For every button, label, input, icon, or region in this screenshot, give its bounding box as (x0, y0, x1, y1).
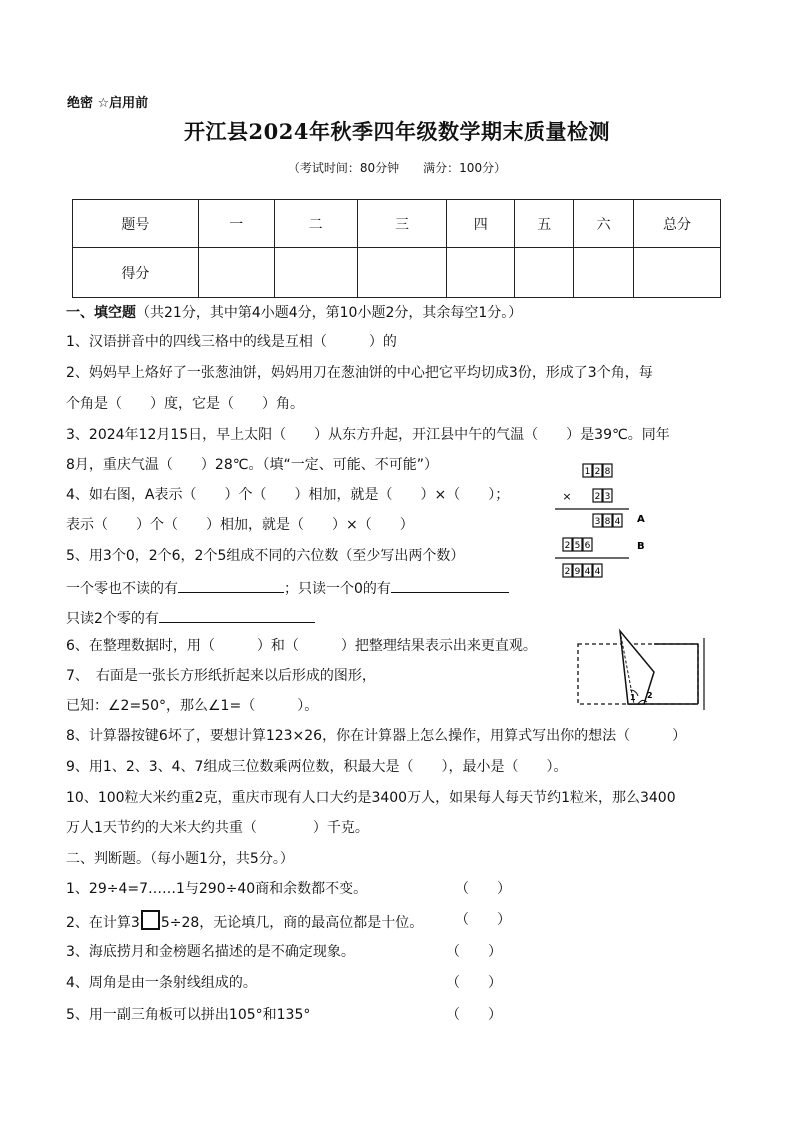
question-10-line-2: 万人1天节约的大米大约共重（ ）千克。 (66, 820, 369, 836)
section2-heading: 二、判断题。（每小题1分，共5分。） (66, 851, 294, 867)
col-5: 五 (515, 200, 574, 248)
secret-mark: 绝密 ☆启用前 (67, 96, 149, 111)
judge-question-3: 3、海底捞月和金榜题名描述的是不确定现象。 (66, 944, 355, 960)
svg-text:2: 2 (594, 467, 601, 477)
question-4-line-1: 4、如右图，A表示（ ）个（ ）相加，就是（ ）×（ ）； (66, 487, 510, 503)
svg-text:2: 2 (564, 567, 571, 577)
col-3: 三 (357, 200, 447, 248)
question-6: 6、在整理数据时，用（ ）和（ ）把整理结果表示出来更直观。 (66, 638, 537, 654)
question-5-line-2 (66, 577, 509, 599)
judge-answer-5[interactable]: （ ） (446, 1007, 502, 1023)
svg-text:3: 3 (604, 492, 611, 502)
question-2-line-2: 个角是（ ）度，它是（ ）角。 (66, 396, 304, 412)
row4-digits (563, 538, 592, 551)
svg-text:8: 8 (604, 467, 611, 477)
svg-text:3: 3 (594, 517, 601, 527)
judge-answer-1[interactable]: （ ） (455, 881, 511, 897)
section1-heading-line (66, 303, 522, 323)
label-a: A (637, 514, 645, 525)
times-sign: × (562, 490, 572, 503)
svg-text:5: 5 (574, 541, 581, 551)
question-10-line-1: 10、100粒大米约重2克，重庆市现有人口大约是3400万人，如果每人每天节约1粒米，那么3400 (66, 790, 676, 806)
score-table-header-row (73, 200, 721, 248)
question-8: 8、计算器按键6坏了，要想计算123×26，你在计算器上怎么操作，用算式写出你的想法（ ） (66, 728, 687, 744)
svg-text:9: 9 (574, 567, 581, 577)
exam-subtitle: （考试时间：80分钟 满分：100分） (287, 161, 507, 175)
question-3-line-1: 3、2024年12月15日，早上太阳（ ）从东方升起，开江县中午的气温（ ）是39℃。同年 (66, 427, 670, 443)
judge-question-5: 5、用一副三角板可以拼出105°和135° (66, 1007, 311, 1023)
multiplication-figure (545, 460, 655, 586)
question-9: 9、用1、2、3、4、7组成三位数乘两位数，积最大是（ ），最小是（ ）。 (66, 759, 568, 775)
question-7-line-1: 7、 右面是一张长方形纸折起来以后形成的图形， (66, 668, 376, 684)
judge-question-2 (66, 910, 423, 933)
score-cell[interactable] (447, 248, 515, 298)
folded-paper-figure (572, 624, 712, 710)
svg-text:6: 6 (584, 541, 591, 551)
col-2: 二 (274, 200, 357, 248)
q5-no-zero-label: 一个零也不读的有 (66, 581, 178, 597)
judge-answer-4[interactable]: （ ） (446, 975, 502, 991)
judge-answer-2[interactable]: （ ） (455, 912, 511, 928)
q5-one-zero-label: ；只读一个0的有 (284, 581, 391, 597)
svg-text:4: 4 (614, 517, 621, 527)
col-1: 一 (198, 200, 274, 248)
q5-one-zero-blank[interactable] (391, 577, 509, 593)
row2-digits (593, 489, 612, 502)
judge-question-4: 4、周角是由一条射线组成的。 (66, 975, 257, 991)
score-cell[interactable] (274, 248, 357, 298)
judge-question-1: 1、29÷4=7……1与290÷40商和余数都不变。 (66, 881, 368, 897)
score-cell[interactable] (574, 248, 634, 298)
score-cell[interactable] (198, 248, 274, 298)
svg-text:2: 2 (564, 541, 571, 551)
judge-q2-before: 2、在计算3 (66, 915, 140, 931)
col-4: 四 (447, 200, 515, 248)
question-5-line-1: 5、用3个0，2个6，2个5组成不同的六位数（至少写出两个数） (66, 548, 465, 564)
col-6: 六 (574, 200, 634, 248)
digit-box (141, 910, 160, 930)
angle-2-label: 2 (647, 691, 653, 700)
row-label-score: 得分 (73, 248, 199, 298)
row-label-question: 题号 (73, 200, 199, 248)
col-total: 总分 (634, 200, 721, 248)
row1-digits (583, 464, 612, 477)
svg-text:1: 1 (584, 467, 591, 477)
score-table (72, 199, 721, 298)
question-3-line-2: 8月，重庆气温（ ）28℃。（填“一定、可能、不可能”） (66, 457, 438, 473)
score-cell[interactable] (634, 248, 721, 298)
row5-digits (563, 564, 602, 577)
q5-two-zero-label: 只读2个零的有 (66, 611, 159, 627)
score-table-score-row (73, 248, 721, 298)
judge-q2-after: 5÷28，无论填几，商的最高位都是十位。 (160, 915, 424, 931)
svg-text:8: 8 (604, 517, 611, 527)
svg-text:4: 4 (584, 567, 591, 577)
svg-text:4: 4 (594, 567, 601, 577)
svg-text:2: 2 (594, 492, 601, 502)
judge-answer-3[interactable]: （ ） (446, 944, 502, 960)
section1-note: （共21分，其中第4小题4分，第10小题2分，其余每空1分。） (136, 305, 523, 321)
score-cell[interactable] (357, 248, 447, 298)
angle-1-label: 1 (630, 693, 636, 702)
exam-title: 开江县2024年秋季四年级数学期末质量检测 (184, 119, 610, 144)
question-5-line-3 (66, 607, 315, 629)
q5-no-zero-blank[interactable] (178, 577, 284, 593)
question-2-line-1: 2、妈妈早上烙好了一张葱油饼，妈妈用刀在葱油饼的中心把它平均切成3份，形成了3个角，每 (66, 365, 653, 381)
row3-digits (593, 514, 622, 527)
section1-heading: 一、填空题 (66, 305, 136, 321)
question-7-line-2: 已知：∠2=50°，那么∠1=（ ）。 (66, 698, 319, 714)
score-cell[interactable] (515, 248, 574, 298)
question-1: 1、汉语拼音中的四线三格中的线是互相（ ）的 (66, 334, 397, 350)
q5-two-zero-blank[interactable] (159, 607, 315, 623)
label-b: B (637, 541, 645, 552)
question-4-line-2: 表示（ ）个（ ）相加，就是（ ）×（ ） (66, 517, 414, 533)
